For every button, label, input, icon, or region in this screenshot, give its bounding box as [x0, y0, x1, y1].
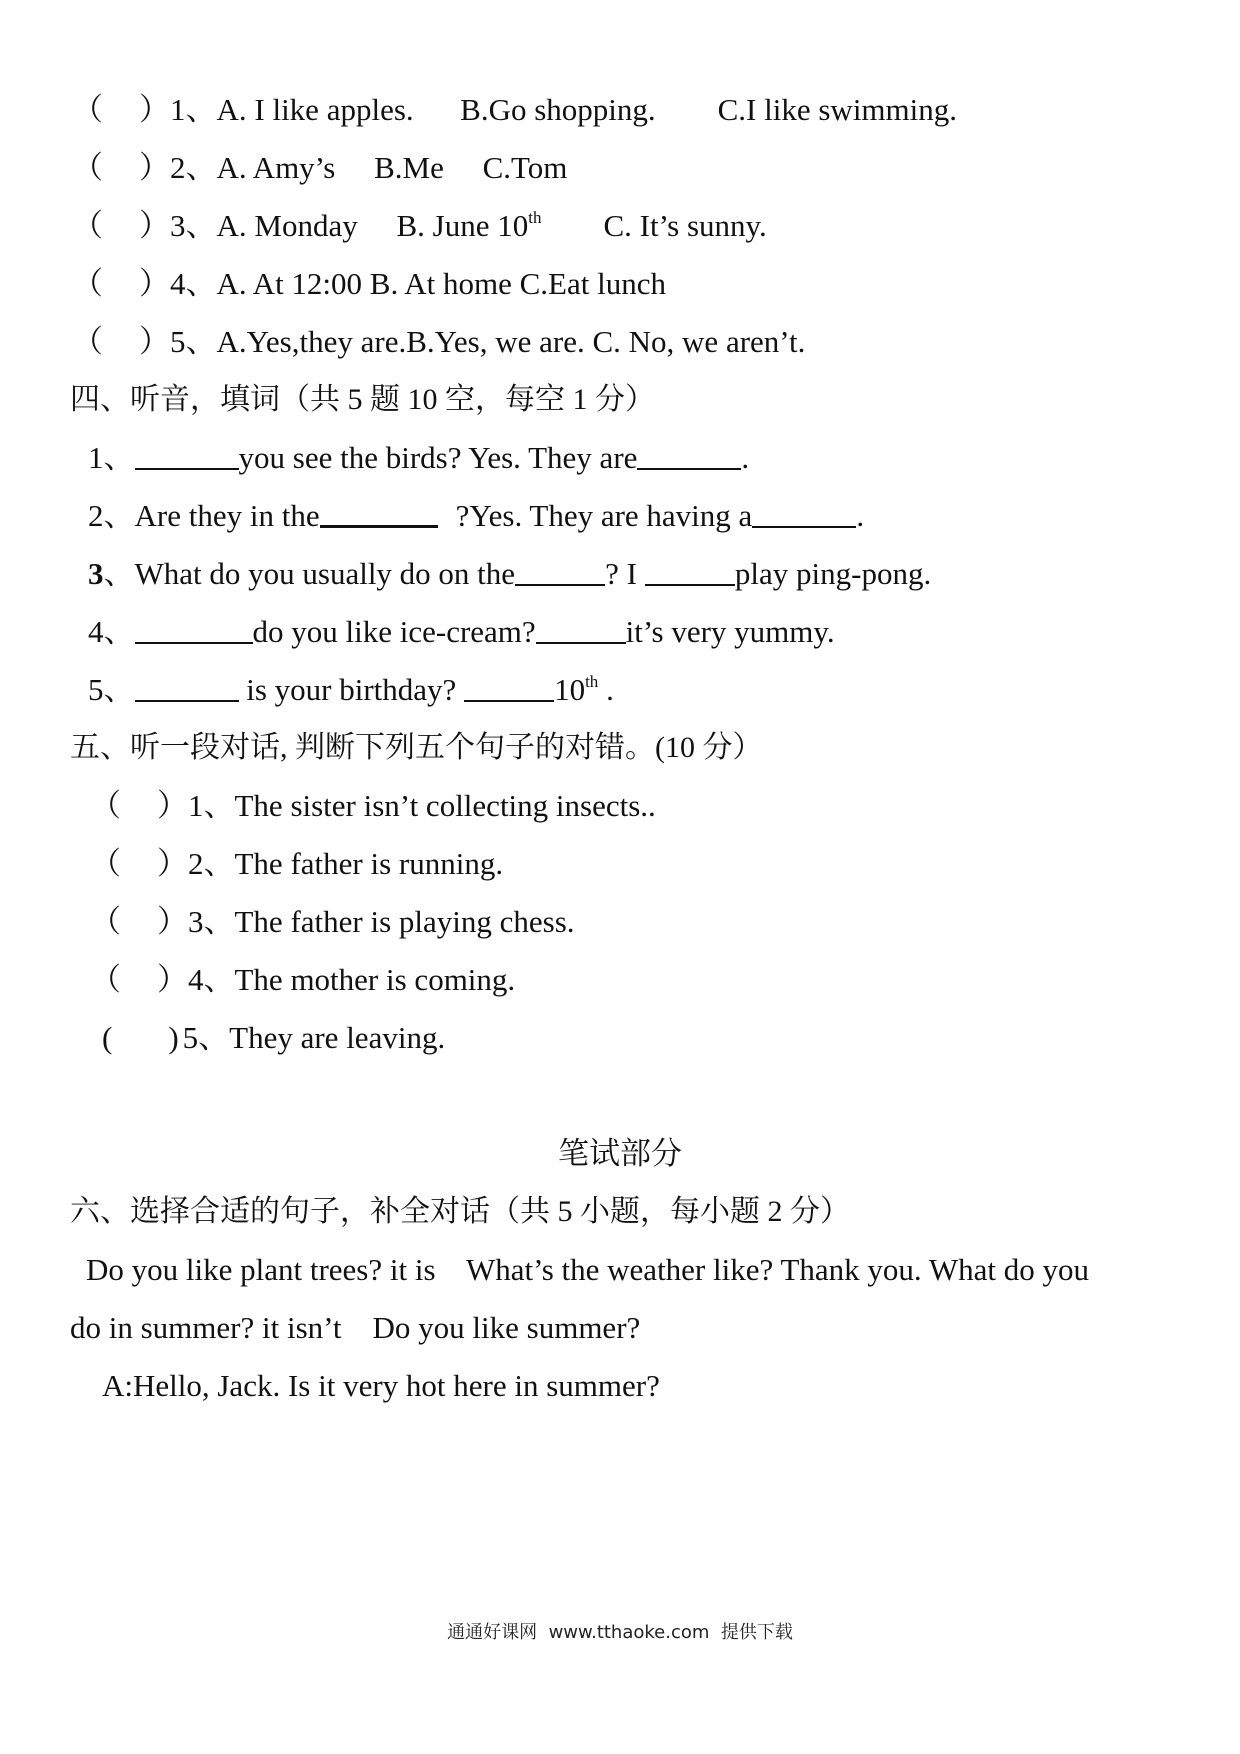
item-number: 2、 [170, 150, 217, 185]
answer-blank[interactable] [515, 557, 605, 586]
fill-question-5 [88, 670, 614, 710]
choice-item-2 [72, 148, 567, 188]
ordinal-suffix: th [528, 208, 542, 227]
answer-blank[interactable] [752, 499, 856, 528]
question-text-continued: ? I [605, 556, 637, 591]
answer-paren-close: ） [157, 904, 188, 939]
answer-paren-open: （ [90, 962, 121, 997]
answer-paren-open: （ [90, 904, 121, 939]
item-text: A. At 12:00 B. At home C.Eat lunch [216, 266, 666, 301]
written-part-title: 笔试部分 [558, 1136, 682, 1171]
answer-blank[interactable] [135, 673, 239, 702]
choice-item-3 [72, 206, 767, 246]
fill-question-1 [88, 438, 749, 478]
item-text: The sister isn’t collecting insects.. [234, 788, 656, 823]
fill-question-3 [88, 554, 931, 594]
answer-blank[interactable] [135, 441, 239, 470]
section-4-heading: 四、听音，填词（共 5 题 10 空，每空 1 分） [70, 383, 655, 416]
item-text: The mother is coming. [234, 962, 516, 997]
answer-paren-open: （ [72, 92, 103, 127]
item-text: The father is running. [234, 846, 504, 881]
answer-paren-close: ） [157, 846, 188, 881]
judge-item-2 [90, 844, 503, 884]
answer-blank[interactable] [135, 615, 253, 644]
answer-paren-close: ） [139, 324, 170, 359]
answer-paren-open: （ [72, 324, 103, 359]
choice-item-4 [72, 264, 666, 304]
answer-blank[interactable] [536, 615, 626, 644]
answer-paren-close: ） [157, 962, 188, 997]
answer-paren-close: ) [168, 1020, 179, 1055]
choice-item-5 [72, 322, 805, 362]
answer-paren-open: （ [72, 266, 103, 301]
question-text-continued: 10 [554, 672, 586, 707]
fill-question-4 [88, 612, 835, 652]
answer-blank[interactable] [645, 557, 735, 586]
item-number: 1、 [188, 788, 235, 823]
options-line-1: Do you like plant trees? it is What’s the weather like? Thank you. What do you [86, 1252, 1089, 1287]
item-number: 3、 [188, 904, 235, 939]
question-text: you see the birds? Yes. They are [238, 440, 638, 475]
judge-item-5 [102, 1018, 445, 1058]
item-number: 2、 [188, 846, 235, 881]
question-text: is your birthday? [238, 672, 465, 707]
item-number: 4、 [188, 962, 235, 997]
page-footer: 通通好课网 www.tthaoke.com 提供下载 [447, 1622, 793, 1643]
question-number: 5、 [88, 672, 135, 707]
item-number: 5、 [182, 1020, 230, 1055]
fill-question-2 [88, 496, 864, 536]
judge-item-3 [90, 902, 575, 942]
answer-paren-open: （ [72, 150, 103, 185]
answer-paren-close: ） [139, 208, 170, 243]
answer-paren-open: （ [72, 208, 103, 243]
question-text-end: . [856, 498, 865, 533]
item-text: They are leaving. [229, 1020, 446, 1055]
question-text-continued: ?Yes. They are having a [455, 498, 753, 533]
question-text: What do you usually do on the [134, 556, 516, 591]
answer-blank[interactable] [320, 498, 438, 528]
question-number: 2、 [88, 498, 135, 533]
choice-item-1 [72, 90, 957, 130]
item-number: 4、 [170, 266, 217, 301]
item-text: A. I like apples. B.Go shopping. C.I like swimming. [216, 92, 958, 127]
question-text-end: play ping-pong. [734, 556, 932, 591]
answer-paren-open: （ [90, 846, 121, 881]
ordinal-suffix: th [585, 672, 599, 691]
answer-paren-close: ） [157, 788, 188, 823]
item-text: A.Yes,they are.B.Yes, we are. C. No, we aren’t. [216, 324, 806, 359]
answer-paren-close: ） [139, 150, 170, 185]
item-text-continued: C. It’s sunny. [541, 208, 767, 243]
answer-blank[interactable] [637, 441, 741, 470]
question-text: Are they in the [134, 498, 320, 533]
item-number: 3、 [170, 208, 217, 243]
section-6-heading: 六、选择合适的句子，补全对话（共 5 小题，每小题 2 分） [70, 1195, 850, 1228]
answer-paren-open: （ [90, 788, 121, 823]
item-text: A. Monday B. June 10 [216, 208, 529, 243]
question-text-end: . [598, 672, 614, 707]
answer-paren-close: ） [139, 266, 170, 301]
answer-blank[interactable] [464, 673, 554, 702]
item-text: A. Amy’s B.Me C.Tom [216, 150, 568, 185]
question-separator: 、 [103, 556, 135, 591]
question-number: 3 [88, 556, 104, 591]
question-number: 1、 [88, 440, 135, 475]
item-number: 1、 [170, 92, 217, 127]
section-5-heading: 五、听一段对话, 判断下列五个句子的对错。(10 分） [70, 731, 763, 764]
question-text: do you like ice-cream? [252, 614, 536, 649]
question-number: 4、 [88, 614, 135, 649]
answer-paren-close: ） [139, 92, 170, 127]
judge-item-1 [90, 786, 656, 826]
answer-paren-open: ( [102, 1020, 113, 1055]
dialog-line-a1: A:Hello, Jack. Is it very hot here in summer? [102, 1368, 660, 1403]
options-line-2: do in summer? it isn’t Do you like summer? [70, 1310, 641, 1345]
question-text-end: it’s very yummy. [625, 614, 835, 649]
judge-item-4 [90, 960, 515, 1000]
item-text: The father is playing chess. [234, 904, 575, 939]
question-text-end: . [741, 440, 750, 475]
item-number: 5、 [170, 324, 217, 359]
